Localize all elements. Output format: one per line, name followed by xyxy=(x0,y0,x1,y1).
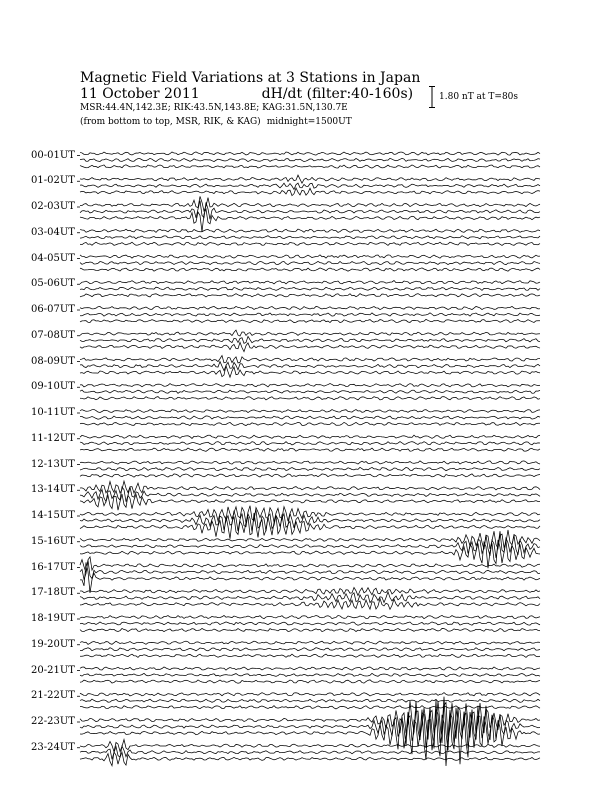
trace-rik xyxy=(80,201,540,220)
trace-msr xyxy=(80,513,540,539)
trace-msr xyxy=(80,494,540,510)
trace-msr xyxy=(80,680,540,683)
trace-msr xyxy=(80,474,540,477)
trace-rik xyxy=(80,158,540,161)
trace-msr xyxy=(80,188,540,196)
trace-kag xyxy=(80,356,540,363)
hour-label: 18-19UT xyxy=(31,613,75,624)
trace-rik xyxy=(80,746,540,759)
trace-rik xyxy=(80,336,540,343)
hour-label: 21-22UT xyxy=(31,690,75,702)
scale-label: 1.80 nT at T=80s xyxy=(439,92,519,102)
order-note: (from bottom to top, MSR, RIK, & KAG) xyxy=(80,117,261,127)
chart-title: Magnetic Field Variations at 3 Stations in Japan xyxy=(80,70,421,86)
trace-msr xyxy=(80,319,540,322)
trace-kag xyxy=(80,175,540,183)
trace-rik xyxy=(80,622,540,625)
hour-label: 01-02UT xyxy=(31,175,75,187)
trace-kag xyxy=(80,255,540,258)
hour-label: 16-17UT xyxy=(31,561,75,573)
trace-rik xyxy=(80,313,540,316)
trace-kag xyxy=(80,557,540,573)
trace-rik xyxy=(80,261,540,264)
trace-msr xyxy=(80,422,540,425)
hour-label: 03-04UT xyxy=(31,226,75,238)
hour-label: 06-07UT xyxy=(31,304,75,315)
trace-rik xyxy=(80,648,540,651)
trace-rik xyxy=(80,442,540,445)
trace-msr xyxy=(80,706,540,709)
hour-label: 17-18UT xyxy=(31,587,75,599)
trace-kag xyxy=(80,152,540,155)
trace-rik xyxy=(80,592,540,603)
hour-label: 08-09UT xyxy=(31,355,75,367)
trace-msr xyxy=(80,165,540,168)
trace-kag xyxy=(80,384,540,387)
trace-rik xyxy=(80,362,540,371)
hour-label: 14-15UT xyxy=(31,510,75,521)
trace-msr xyxy=(80,242,540,245)
trace-kag xyxy=(80,588,540,596)
trace-kag xyxy=(80,641,540,644)
trace-kag xyxy=(80,306,540,309)
trace-msr xyxy=(80,268,540,271)
trace-msr xyxy=(80,397,540,400)
trace-kag xyxy=(80,461,540,464)
hour-label: 09-10UT xyxy=(31,381,75,393)
hour-label: 04-05UT xyxy=(31,252,75,264)
trace-msr xyxy=(80,654,540,657)
trace-msr xyxy=(80,366,540,378)
hour-label: 10-11UT xyxy=(31,407,75,418)
hour-label: 19-20UT xyxy=(31,638,75,650)
trace-rik xyxy=(80,697,540,751)
trace-msr xyxy=(80,562,540,593)
hour-label: 12-13UT xyxy=(31,458,75,470)
trace-msr xyxy=(80,294,540,297)
trace-msr xyxy=(80,700,540,766)
hour-label: 15-16UT xyxy=(31,535,75,547)
trace-rik xyxy=(80,510,540,532)
hour-label: 23-24UT xyxy=(31,741,75,753)
trace-kag xyxy=(80,435,540,438)
hour-label: 20-21UT xyxy=(31,664,75,676)
trace-msr xyxy=(80,342,540,351)
hour-label: 11-12UT xyxy=(31,432,75,444)
stations-line: MSR:44.4N,142.3E; RIK:43.5N,143.8E; KAG:31.5N,130.7E xyxy=(80,103,348,113)
trace-kag xyxy=(80,481,540,493)
trace-rik xyxy=(80,699,540,702)
trace-kag xyxy=(80,693,540,696)
trace-rik xyxy=(80,416,540,419)
chart-quantity: dH/dt (filter:40-160s) xyxy=(261,86,414,102)
trace-msr xyxy=(80,628,540,631)
trace-kag xyxy=(80,196,540,211)
trace-rik xyxy=(80,673,540,676)
hour-label: 00-01UT xyxy=(31,149,75,161)
hour-label: 02-03UT xyxy=(31,201,75,212)
hour-label: 07-08UT xyxy=(31,329,75,341)
trace-msr xyxy=(80,599,540,610)
trace-kag xyxy=(80,330,540,336)
hour-label: 13-14UT xyxy=(31,484,75,496)
trace-kag xyxy=(80,281,540,284)
trace-rik xyxy=(80,236,540,239)
hour-label: 22-23UT xyxy=(31,716,75,727)
trace-kag xyxy=(80,229,540,232)
chart-date: 11 October 2011 xyxy=(80,86,200,102)
trace-kag xyxy=(80,740,540,752)
hour-label: 05-06UT xyxy=(31,278,75,290)
trace-rik xyxy=(80,287,540,290)
trace-kag xyxy=(80,615,540,618)
trace-rik xyxy=(80,390,540,393)
midnight-note: midnight=1500UT xyxy=(266,117,352,127)
trace-rik xyxy=(80,560,540,579)
trace-kag xyxy=(80,409,540,412)
trace-msr xyxy=(80,752,540,766)
trace-rik xyxy=(80,467,540,470)
trace-kag xyxy=(80,667,540,670)
trace-msr xyxy=(80,448,540,451)
